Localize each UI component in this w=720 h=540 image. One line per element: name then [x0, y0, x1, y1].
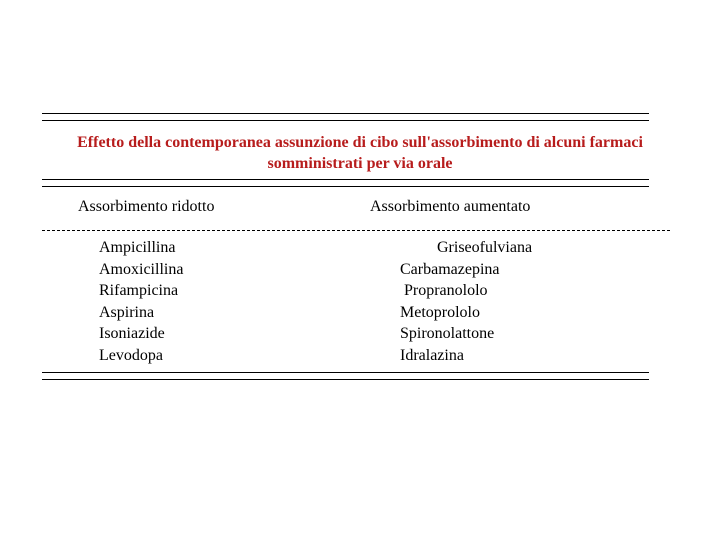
list-item: Propranololo	[404, 282, 488, 299]
increased-absorption-list	[400, 237, 532, 366]
list-item: Ampicillina	[99, 239, 176, 256]
header-reduced-absorption: Assorbimento ridotto	[78, 198, 215, 215]
header-double-rule	[42, 179, 649, 187]
reduced-absorption-list	[99, 237, 183, 366]
list-item: Rifampicina	[99, 282, 179, 299]
bottom-double-rule	[42, 372, 649, 380]
title-line-2: somministrati per via orale	[267, 155, 453, 172]
list-item: Aspirina	[99, 303, 155, 321]
list-item: Idralazina	[400, 346, 464, 364]
table-title	[20, 132, 700, 174]
top-double-rule	[42, 113, 649, 121]
list-item: Spironolattone	[400, 325, 495, 342]
title-line-1: Effetto della contemporanea assunzione di cibo sull'assorbimento di alcuni farmaci	[77, 134, 643, 151]
list-item: Amoxicillina	[99, 260, 184, 278]
list-item: Metoprololo	[400, 303, 480, 321]
list-item: Carbamazepina	[400, 260, 500, 278]
list-item: Isoniazide	[99, 325, 165, 342]
list-item: Levodopa	[99, 346, 163, 364]
list-item: Griseofulviana	[437, 239, 533, 256]
header-increased-absorption: Assorbimento aumentato	[370, 198, 531, 215]
header-dashed-rule	[42, 230, 670, 231]
